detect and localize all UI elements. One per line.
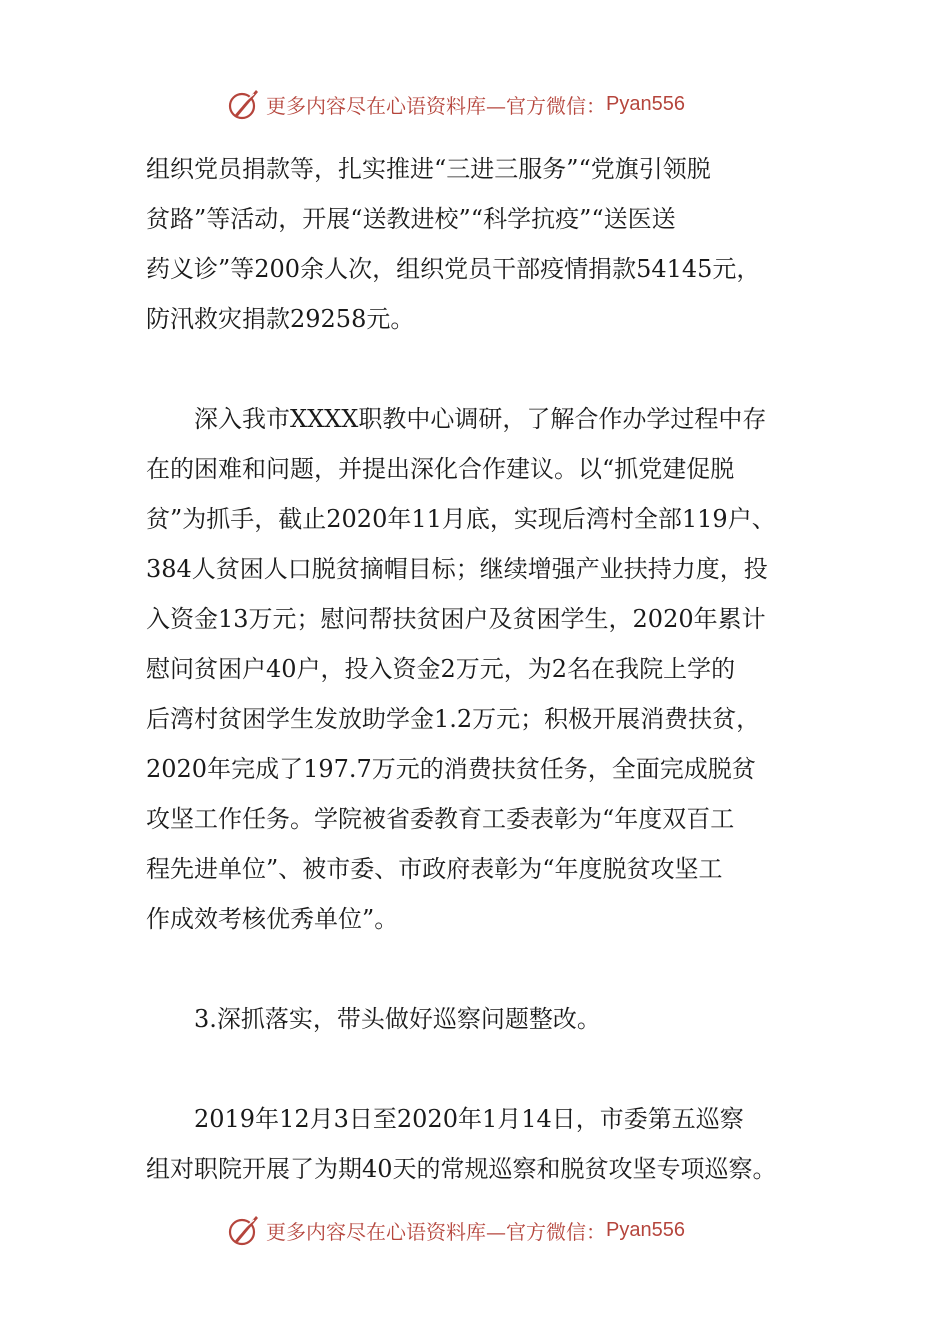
text-line: 2019年12月3日至2020年1月14日，市委第五巡察	[146, 1105, 744, 1133]
text-line: 防汛救灾捐款29258元。	[146, 305, 415, 333]
header-banner-inner	[226, 84, 685, 124]
footer-banner-text: 更多内容尽在心语资料库—官方微信：	[266, 1219, 606, 1244]
text-line: 深入我市XXXX职教中心调研，了解合作办学过程中存	[146, 405, 767, 433]
paragraph-4	[146, 1094, 826, 1194]
paragraph-gap	[146, 344, 826, 394]
text-line: 攻坚工作任务。学院被省委教育工委表彰为“年度双百工	[146, 805, 735, 833]
text-line: 贫”为抓手，截止2020年11月底，实现后湾村全部119户、	[146, 505, 776, 533]
paragraph-1	[146, 144, 826, 344]
text-line: 2020年完成了197.7万元的消费扶贫任务，全面完成脱贫	[146, 755, 756, 783]
text-line: 贫路”等活动，开展“送教进校”“科学抗疫”“送医送	[146, 205, 676, 233]
text-line: 程先进单位”、被市委、市政府表彰为“年度脱贫攻坚工	[146, 855, 723, 883]
paragraph-2	[146, 394, 826, 944]
quill-pen-circle-icon	[226, 86, 262, 122]
footer-banner-inner	[226, 1210, 685, 1250]
text-line: 组对职院开展了为期40天的常规巡察和脱贫攻坚专项巡察。	[146, 1155, 777, 1183]
section-heading-3	[146, 994, 826, 1044]
paragraph-gap	[146, 1044, 826, 1094]
text-line: 作成效考核优秀单位”。	[146, 905, 399, 933]
paragraph-gap	[146, 944, 826, 994]
text-line: 入资金13万元；慰问帮扶贫困户及贫困学生，2020年累计	[146, 605, 766, 633]
quill-pen-circle-icon	[226, 1212, 262, 1248]
text-line: 组织党员捐款等，扎实推进“三进三服务”“党旗引领脱	[146, 155, 711, 183]
header-banner-wechat: Pyan556	[606, 92, 685, 115]
text-line: 在的困难和问题，并提出深化合作建议。以“抓党建促脱	[146, 455, 735, 483]
header-banner-text: 更多内容尽在心语资料库—官方微信：	[266, 93, 606, 118]
footer-banner	[0, 1210, 950, 1250]
text-line: 3.深抓落实，带头做好巡察问题整改。	[146, 1005, 601, 1033]
footer-banner-wechat: Pyan556	[606, 1218, 685, 1241]
text-line: 慰问贫困户40户，投入资金2万元，为2名在我院上学的	[146, 655, 736, 683]
text-line: 后湾村贫困学生发放助学金1.2万元；积极开展消费扶贫，	[146, 705, 761, 733]
header-banner	[0, 84, 950, 124]
text-line: 药义诊”等200余人次，组织党员干部疫情捐款54145元，	[146, 255, 761, 283]
document-body	[146, 144, 826, 1194]
text-line: 384人贫困人口脱贫摘帽目标；继续增强产业扶持力度，投	[146, 555, 768, 583]
